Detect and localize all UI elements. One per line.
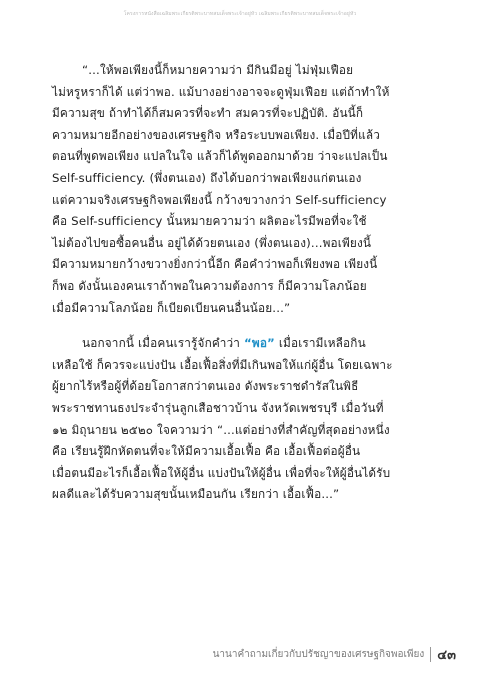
footer-divider bbox=[430, 647, 431, 662]
paragraph-line: พระราชทานธงประจำรุ่นลูกเสือชาวบ้าน จังหวัดเพชรบุรี เมื่อวันที่ bbox=[52, 400, 384, 415]
page-number: ๔๓ bbox=[437, 648, 456, 663]
paragraph-line: ไม่หรูหราก็ได้ แต่ว่าพอ. แม้บางอย่างอาจจะดูฟุ่มเฟือย แต่ถ้าทำให้ bbox=[52, 84, 390, 99]
paragraph-line bbox=[52, 333, 426, 355]
paragraph-line: “...ให้พอเพียงนี้ก็หมายความว่า มีกินมีอยู่ ไม่ฟุ่มเฟือย bbox=[82, 63, 354, 77]
quote-paragraph bbox=[52, 60, 426, 319]
paragraph-line: ไม่ต้องไปขอซื้อคนอื่น อยู่ได้ด้วยตนเอง (พึ่งตนเอง)...พอเพียงนี้ bbox=[52, 235, 372, 250]
paragraph-line: คือ Self-sufficiency นั้นหมายความว่า ผลิตอะไรมีพอที่จะใช้ bbox=[52, 214, 367, 229]
paragraph-line: เมื่อตนมีอะไรก็เอื้อเฟื้อให้ผู้อื่น แบ่งปันให้ผู้อื่น เพื่อที่จะให้ผู้อื่นได้รับ bbox=[52, 465, 391, 480]
paragraph-line: คือ เรียนรู้ฝึกหัดตนที่จะให้มีความเอื้อเฟื้อ คือ เอื้อเฟื้อต่อผู้อื่น bbox=[52, 444, 361, 459]
footer-title: นานาคำถามเกี่ยวกับปรัชญาของเศรษฐกิจพอเพียง bbox=[212, 649, 425, 660]
paragraph-line: ผลดีและได้รับความสุขนั้นเหมือนกัน เรียกว่า เอื้อเฟื้อ...” bbox=[52, 487, 340, 502]
sufficiency-paragraph bbox=[52, 333, 426, 506]
page-footer bbox=[213, 644, 456, 665]
paragraph-line: เมื่อมีความโลภน้อย ก็เบียดเบียนคนอื่นน้อย...” bbox=[52, 300, 291, 315]
paragraph-line: มีความหมายกว้างขวางยิ่งกว่านี้อีก คือคำว่าพอก็เพียงพอ เพียงนี้ bbox=[52, 257, 378, 272]
running-header: โครงการหนังสือเฉลิมพระเกียรติพระบาทสมเด็จพระเจ้าอยู่หัว เฉลิมพระเกียรติพระบาทสมเด็จพระเจ้าอยู่หัว bbox=[123, 11, 357, 17]
paragraph-line: ๑๒ มิถุนายน ๒๕๒๐ ใจความว่า “...แต่อย่างที่สำคัญที่สุดอย่างหนึ่ง bbox=[52, 422, 390, 437]
paragraph-line: ความหมายอีกอย่างของเศรษฐกิจ หรือระบบพอเพียง. เมื่อปีที่แล้ว bbox=[52, 127, 380, 142]
paragraph-line: ตอนที่พูดพอเพียง แปลในใจ แล้วก็ได้พูดออกมาด้วย ว่าจะแปลเป็น bbox=[52, 149, 388, 164]
paragraph-gap bbox=[52, 319, 426, 333]
paragraph-line: มีความสุข ถ้าทำได้ก็สมควรที่จะทำ สมควรที่จะปฏิบัติ. อันนี้ก็ bbox=[52, 106, 364, 121]
page-body bbox=[52, 60, 426, 506]
paragraph-line: ผู้ยากไร้หรือผู้ที่ด้อยโอกาสกว่าตนเอง ดังพระราชดำรัสในพิธี bbox=[52, 379, 359, 394]
line-text: เมื่อเรามีเหลือกิน bbox=[274, 336, 366, 351]
paragraph-line: ก็พอ ดังนั้นเองคนเราถ้าพอในความต้องการ ก็มีความโลภน้อย bbox=[52, 278, 367, 293]
paragraph-line: เหลือใช้ ก็ควรจะแบ่งปัน เอื้อเฟื้อสิ่งที่มีเกินพอให้แก่ผู้อื่น โดยเฉพาะ bbox=[52, 357, 393, 372]
paragraph-line: แต่ความจริงเศรษฐกิจพอเพียงนี้ กว้างขวางกว่า Self-sufficiency bbox=[52, 192, 387, 207]
line-text: นอกจากนี้ เมื่อคนเรารู้จักคำว่า bbox=[82, 336, 244, 351]
highlight-word: “พอ” bbox=[243, 336, 275, 351]
paragraph-line: Self-sufficiency. (พึ่งตนเอง) ถึงได้บอกว่าพอเพียงแก่ตนเอง bbox=[52, 170, 362, 185]
